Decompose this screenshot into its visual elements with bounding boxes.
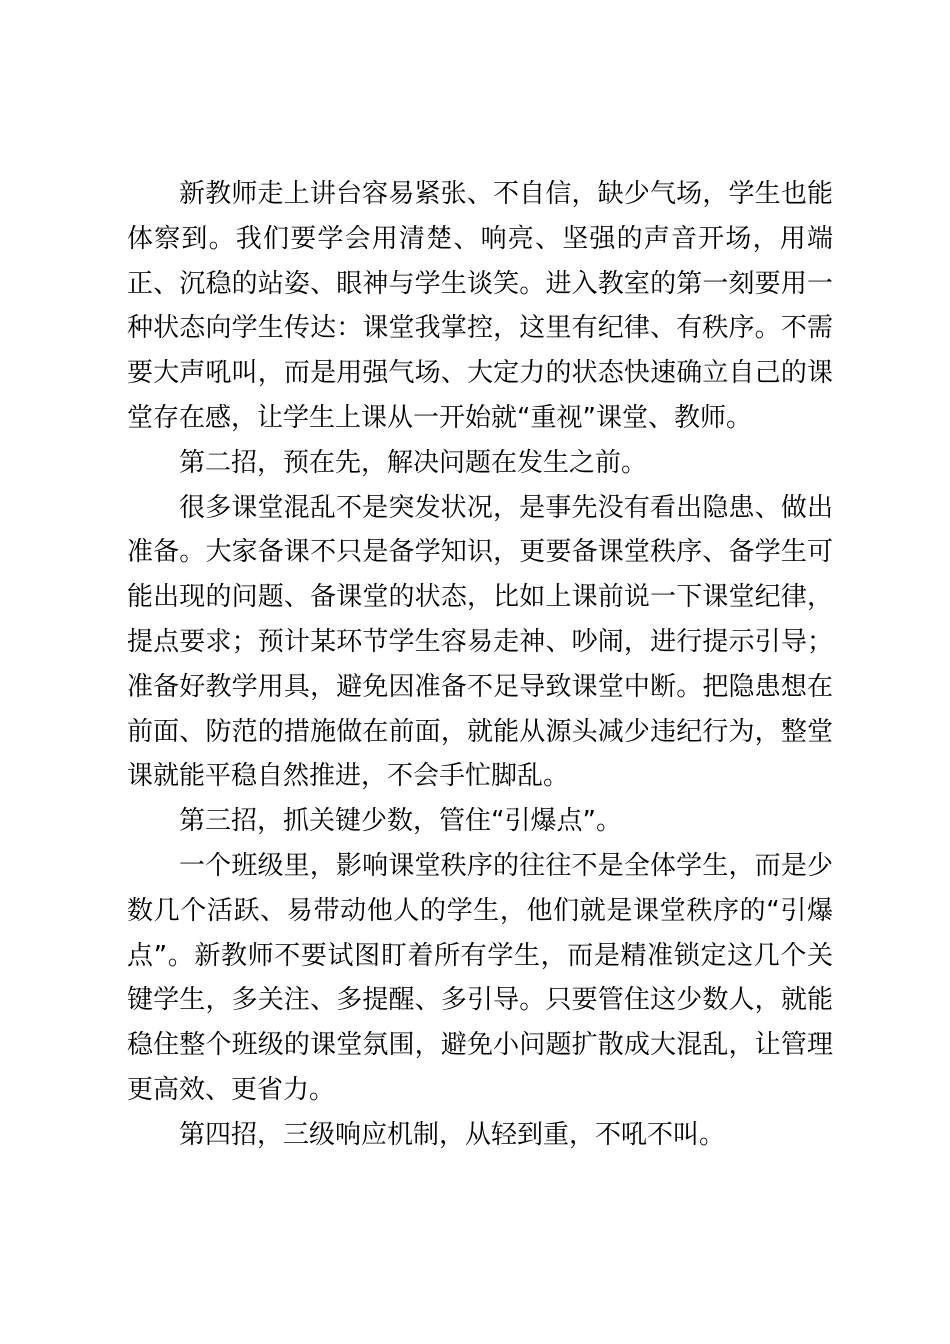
heading-tip-two: 第二招，预在先，解决问题在发生之前。 xyxy=(179,447,648,478)
heading-tip-three: 第三招，抓关键少数，管住“引爆点”。 xyxy=(179,806,622,837)
document-page xyxy=(127,172,833,1158)
heading-tip-four: 第四招，三级响应机制，从轻到重，不吼不叫。 xyxy=(179,1119,726,1150)
paragraph-opening-presence: 新教师走上讲台容易紧张、不自信，缺少气场，学生也能体察到。我们要学会用清楚、响亮、坚强的声音开场，用端正、沉稳的站姿、眼神与学生谈笑。进入教室的第一刻要用一种状态向学生传达：课堂我掌控，这里有纪律、有秩序。不需要大声吼叫，而是用强气场、大定力的状态快速确立自己的课堂存在感，让学生上课从一开始就“重视”课堂、教师。 xyxy=(127,179,833,433)
paragraph-key-students: 一个班级里，影响课堂秩序的往往不是全体学生，而是少数几个活跃、易带动他人的学生，他们就是课堂秩序的“引爆点”。新教师不要试图盯着所有学生，而是精准锁定这几个关键学生，多关注、多提醒、多引导。只要管住这少数人，就能稳住整个班级的课堂氛围，避免小问题扩散成大混乱，让管理更高效、更省力。 xyxy=(127,850,833,1105)
paragraph-prevention: 很多课堂混乱不是突发状况，是事先没有看出隐患、做出准备。大家备课不只是备学知识，更要备课堂秩序、备学生可能出现的问题、备课堂的状态，比如上课前说一下课堂纪律，提点要求；预计某环节学生容易走神、吵闹，进行提示引导；准备好教学用具，避免因准备不足导致课堂中断。把隐患想在前面、防范的措施做在前面，就能从源头减少违纪行为，整堂课就能平稳自然推进，不会手忙脚乱。 xyxy=(127,492,833,792)
